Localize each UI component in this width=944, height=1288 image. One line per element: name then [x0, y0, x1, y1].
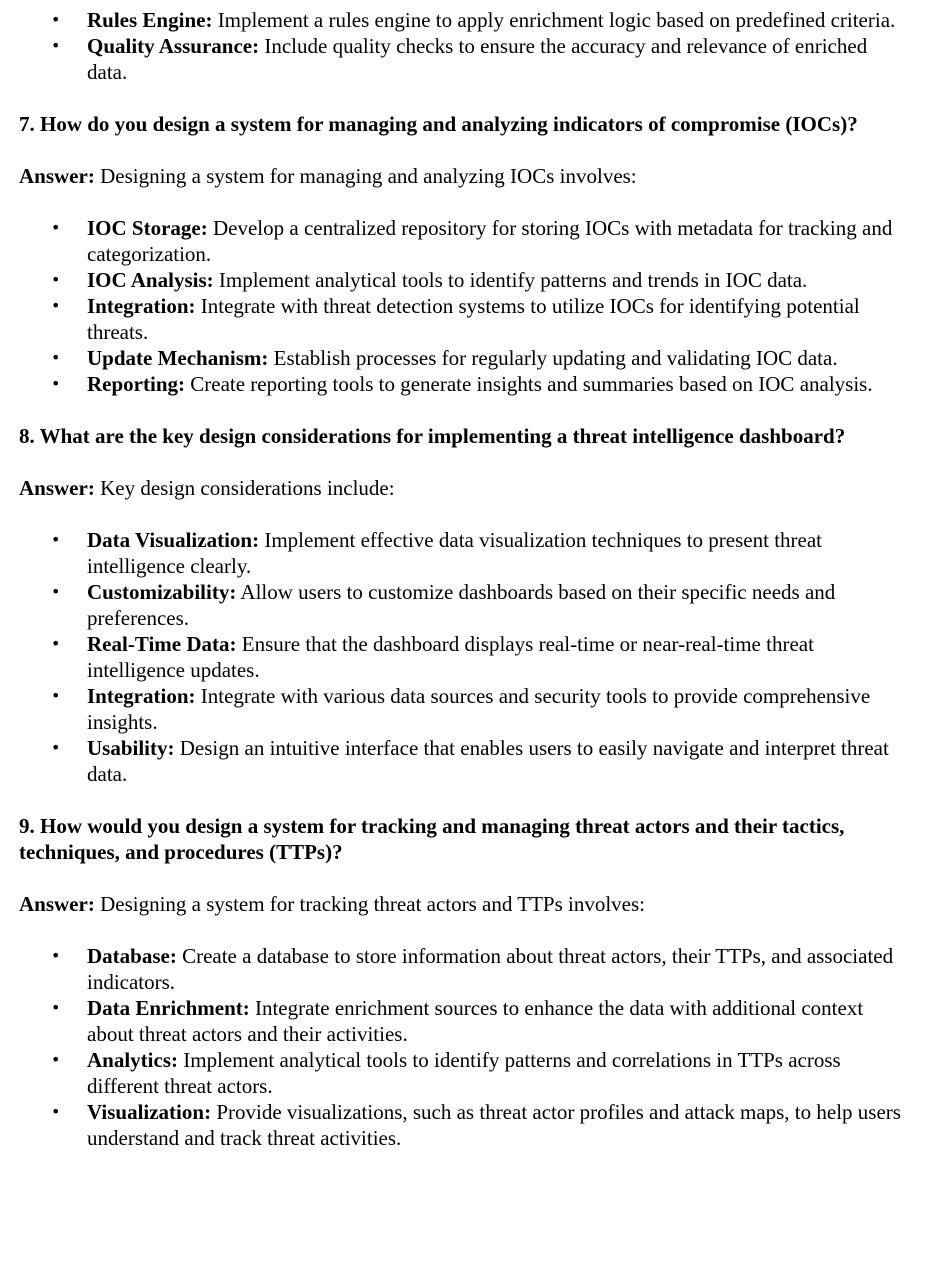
list-item — [0, 527, 944, 579]
item-term: Quality Assurance: — [87, 34, 260, 58]
item-term: Data Enrichment: — [87, 996, 250, 1020]
answer-text: Designing a system for managing and analyzing IOCs involves: — [100, 164, 637, 188]
item-term: Update Mechanism: — [87, 346, 269, 370]
answer-line — [0, 891, 944, 917]
item-text: Create a database to store information about threat actors, their TTPs, and associated indicators. — [87, 944, 894, 994]
bullet-icon: • — [51, 348, 61, 367]
list-item — [0, 735, 944, 787]
question-heading: 8. What are the key design considerations for implementing a threat intelligence dashboard? — [19, 424, 846, 448]
bullet-list — [0, 527, 944, 787]
bullet-icon: • — [51, 218, 61, 237]
list-item — [0, 267, 944, 293]
item-text: Include quality checks to ensure the accuracy and relevance of enriched data. — [87, 34, 868, 84]
item-term: Usability: — [87, 736, 175, 760]
item-text: Allow users to customize dashboards based on their specific needs and preferences. — [87, 580, 836, 630]
bullet-icon: • — [51, 998, 61, 1017]
item-text: Establish processes for regularly updating and validating IOC data. — [273, 346, 838, 370]
answer-line — [0, 163, 944, 189]
answer-label: Answer: — [19, 164, 95, 188]
list-item — [0, 33, 944, 85]
item-term: Integration: — [87, 684, 196, 708]
bullet-icon: • — [51, 1102, 61, 1121]
item-text: Implement analytical tools to identify patterns and trends in IOC data. — [218, 268, 808, 292]
list-item — [0, 995, 944, 1047]
item-text: Provide visualizations, such as threat actor profiles and attack maps, to help users understand and track threat activities. — [87, 1100, 901, 1150]
answer-label: Answer: — [19, 476, 95, 500]
answer-text: Designing a system for tracking threat actors and TTPs involves: — [100, 892, 645, 916]
document-page — [0, 7, 944, 1151]
answer-text: Key design considerations include: — [100, 476, 395, 500]
list-item — [0, 943, 944, 995]
list-item — [0, 1047, 944, 1099]
item-text: Develop a centralized repository for storing IOCs with metadata for tracking and categorization. — [87, 216, 893, 266]
bullet-icon: • — [51, 270, 61, 289]
item-term: Analytics: — [87, 1048, 178, 1072]
bullet-icon: • — [51, 946, 61, 965]
item-term: IOC Storage: — [87, 216, 208, 240]
item-text: Design an intuitive interface that enables users to easily navigate and interpret threat data. — [87, 736, 889, 786]
list-item — [0, 293, 944, 345]
list-item — [0, 631, 944, 683]
answer-label: Answer: — [19, 892, 95, 916]
item-text: Implement a rules engine to apply enrichment logic based on predefined criteria. — [217, 8, 896, 32]
list-item — [0, 1099, 944, 1151]
bullet-icon: • — [51, 634, 61, 653]
bullet-list-top — [0, 7, 944, 85]
bullet-icon: • — [51, 296, 61, 315]
item-text: Integrate with various data sources and security tools to provide comprehensive insights. — [87, 684, 871, 734]
answer-line — [0, 475, 944, 501]
item-term: Reporting: — [87, 372, 185, 396]
item-text: Integrate enrichment sources to enhance the data with additional context about threat actors and their activities. — [87, 996, 864, 1046]
item-text: Create reporting tools to generate insights and summaries based on IOC analysis. — [190, 372, 873, 396]
item-term: Database: — [87, 944, 177, 968]
item-text: Ensure that the dashboard displays real-time or near-real-time threat intelligence updates. — [87, 632, 814, 682]
bullet-icon: • — [51, 36, 61, 55]
bullet-icon: • — [51, 10, 61, 29]
list-item — [0, 683, 944, 735]
bullet-icon: • — [51, 1050, 61, 1069]
bullet-icon: • — [51, 374, 61, 393]
bullet-list — [0, 943, 944, 1151]
item-term: Visualization: — [87, 1100, 212, 1124]
list-item — [0, 215, 944, 267]
bullet-icon: • — [51, 582, 61, 601]
item-text: Implement analytical tools to identify patterns and correlations in TTPs across different threat actors. — [87, 1048, 841, 1098]
item-term: Customizability: — [87, 580, 237, 604]
list-item — [0, 579, 944, 631]
item-term: Data Visualization: — [87, 528, 260, 552]
item-term: Real-Time Data: — [87, 632, 237, 656]
bullet-list — [0, 215, 944, 397]
list-item — [0, 7, 944, 33]
item-text: Integrate with threat detection systems to utilize IOCs for identifying potential threats. — [87, 294, 860, 344]
question-heading: 7. How do you design a system for managing and analyzing indicators of compromise (IOCs)? — [19, 112, 858, 136]
bullet-icon: • — [51, 738, 61, 757]
list-item — [0, 345, 944, 371]
item-term: IOC Analysis: — [87, 268, 214, 292]
bullet-icon: • — [51, 686, 61, 705]
bullet-icon: • — [51, 530, 61, 549]
question-heading: 9. How would you design a system for tracking and managing threat actors and their tactics, techniques, and procedures (TTPs)? — [19, 814, 845, 864]
item-term: Rules Engine: — [87, 8, 213, 32]
list-item — [0, 371, 944, 397]
item-term: Integration: — [87, 294, 196, 318]
item-text: Implement effective data visualization techniques to present threat intelligence clearly. — [87, 528, 822, 578]
